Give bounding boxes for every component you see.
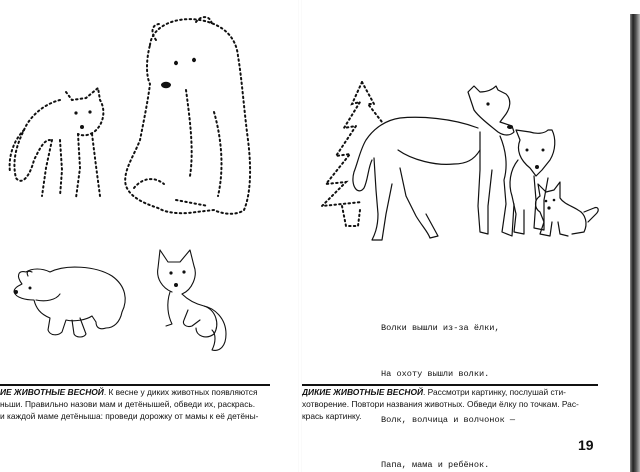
book-spine-edge <box>630 14 640 472</box>
left-caption-title: ИЕ ЖИВОТНЫЕ ВЕСНОЙ <box>0 387 104 397</box>
left-caption <box>0 386 270 423</box>
page-number: 19 <box>578 437 594 453</box>
right-caption-line1: . Рассмотри картинку, послушай сти- <box>423 387 566 397</box>
dotted-fox-outline <box>10 88 104 198</box>
left-page <box>0 0 298 472</box>
bear-face <box>161 58 196 88</box>
wolf-cub-face <box>545 199 556 210</box>
right-caption <box>302 386 598 423</box>
fox-cub-face <box>169 270 185 287</box>
poem-line: Папа, мама и ребёнок. <box>381 460 490 471</box>
wolf-father-drawing <box>353 86 514 240</box>
right-caption-title: ДИКИЕ ЖИВОТНЫЕ ВЕСНОЙ <box>302 387 424 397</box>
dotted-bear-outline <box>125 17 250 214</box>
right-page <box>302 0 640 472</box>
bear-cub-drawing <box>14 267 125 337</box>
poem-line: Волк, волчица и волчонок — <box>381 414 516 425</box>
poem-line: На охоту вышли волки. <box>381 369 490 380</box>
left-caption-line3: и каждой маме детёныша: проведи дорожку от мамы к её детёны- <box>0 411 259 422</box>
left-caption-line2: ньши. Правильно назови мам и детёнышей, обведи их, раскрась. <box>0 399 256 410</box>
right-caption-line2: хотворение. Повтори названия животных. Обведи ёлку по точкам. Рас- <box>302 399 579 410</box>
dotted-spruce-outline <box>322 82 382 226</box>
poem <box>381 291 515 472</box>
wolf-mother-drawing <box>510 130 555 234</box>
wolf-cub-drawing <box>536 182 599 236</box>
fox-face <box>74 110 91 129</box>
left-caption-line1: . К весне у диких животных появляются <box>103 387 258 397</box>
fox-cub-drawing <box>158 250 226 350</box>
poem-line: Волки вышли из-за ёлки, <box>381 323 500 334</box>
right-caption-line3: крась картинку. <box>302 411 362 422</box>
